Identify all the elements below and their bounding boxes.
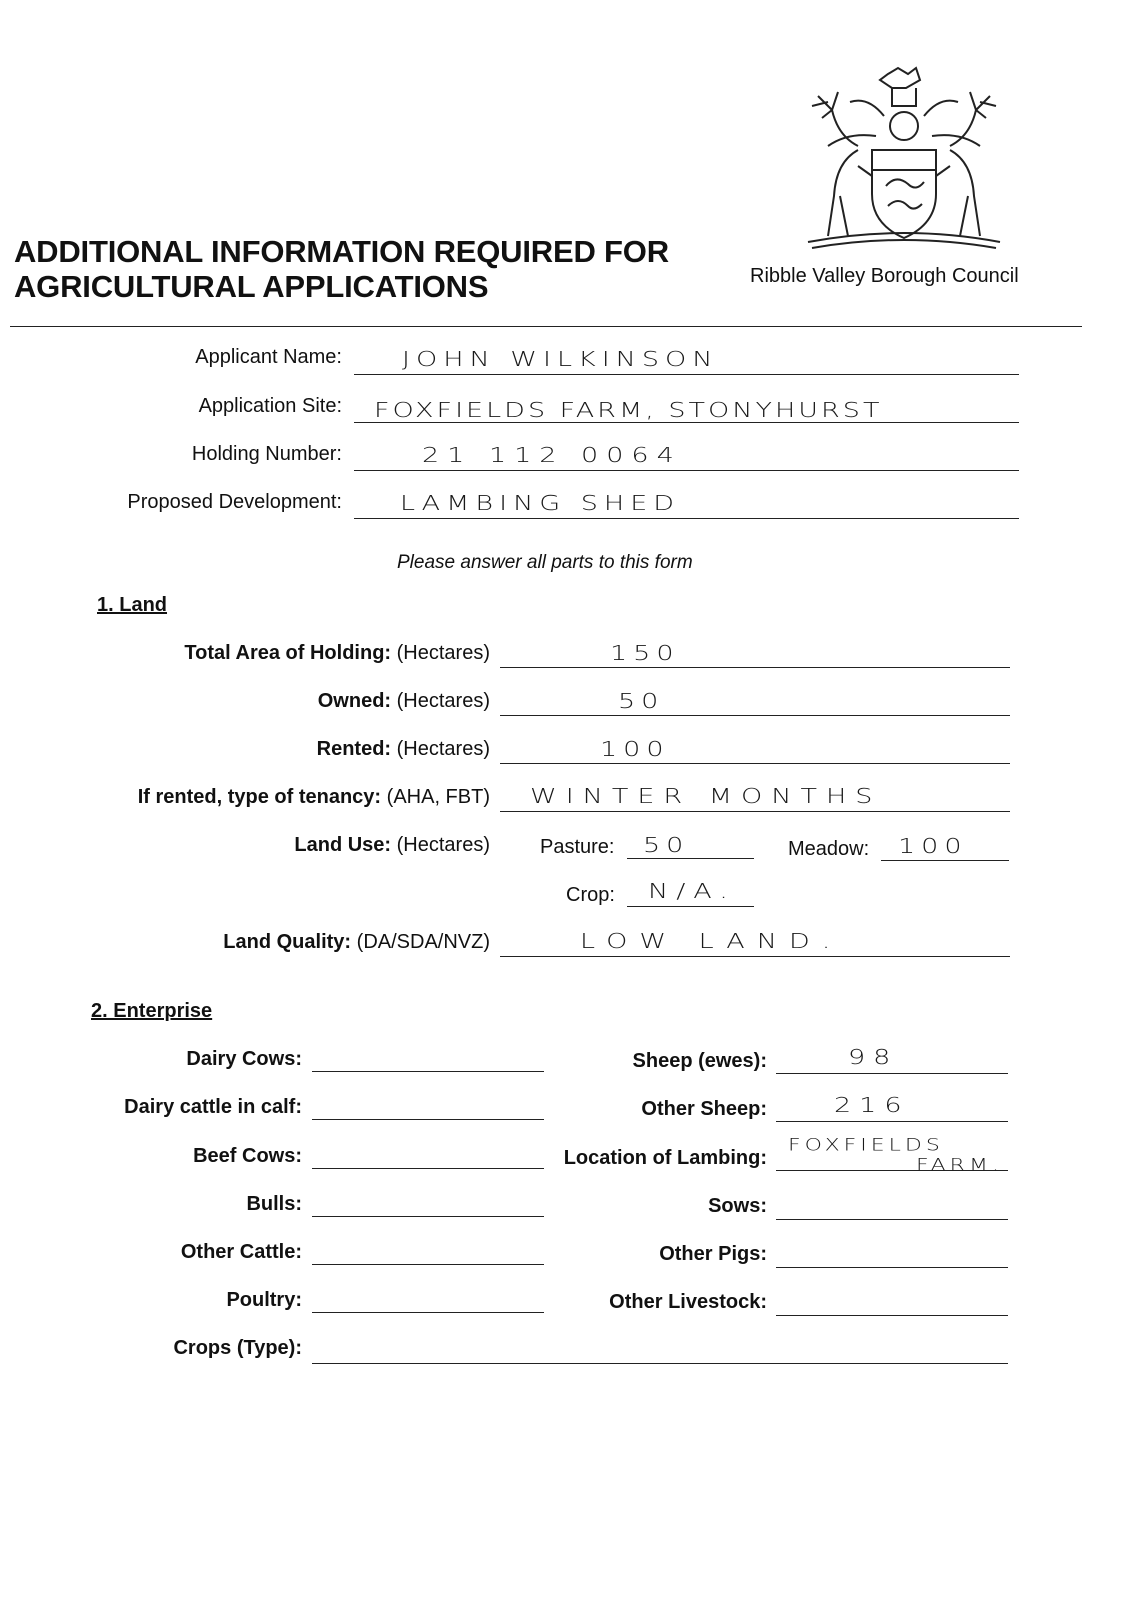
total-area-field[interactable] <box>500 667 1010 668</box>
form-title <box>14 234 669 304</box>
form-instruction: Please answer all parts to this form <box>397 552 693 573</box>
applicant-name-field[interactable] <box>354 374 1019 375</box>
crop-value: N/A. <box>648 879 736 903</box>
dairy-cattle-in-calf-field[interactable] <box>312 1119 544 1120</box>
location-of-lambing-value-line-2: FARM. <box>916 1156 1003 1175</box>
owned-label: Owned: (Hectares) <box>317 690 490 712</box>
beef-cows-label: Beef Cows: <box>193 1145 302 1167</box>
rented-label: Rented: (Hectares) <box>316 738 490 760</box>
total-area-value: 150 <box>610 641 680 665</box>
holding-number-field[interactable] <box>354 470 1019 471</box>
sheep-ewes-value: 98 <box>848 1045 899 1069</box>
other-sheep-field[interactable] <box>776 1121 1008 1122</box>
land-quality-label: Land Quality: (DA/SDA/NVZ) <box>223 931 490 953</box>
application-site-field[interactable] <box>354 422 1019 423</box>
other-pigs-label: Other Pigs: <box>659 1243 767 1265</box>
other-livestock-label: Other Livestock: <box>609 1291 767 1313</box>
dairy-cows-label: Dairy Cows: <box>186 1048 302 1070</box>
applicant-name-value: JOHN WILKINSON <box>402 347 719 371</box>
land-use-label: Land Use: (Hectares) <box>294 834 490 856</box>
other-pigs-field[interactable] <box>776 1267 1008 1268</box>
bulls-field[interactable] <box>312 1216 544 1217</box>
crop-label: Crop: <box>566 884 615 906</box>
land-quality-value: LOW LAND. <box>580 929 843 953</box>
crop-field[interactable] <box>627 906 754 907</box>
proposed-development-field[interactable] <box>354 518 1019 519</box>
location-of-lambing-label: Location of Lambing: <box>563 1147 767 1169</box>
other-sheep-value: 216 <box>834 1093 910 1117</box>
rented-field[interactable] <box>500 763 1010 764</box>
proposed-development-value: LAMBING SHED <box>400 491 681 515</box>
bulls-label: Bulls: <box>246 1193 302 1215</box>
header-divider <box>10 326 1082 327</box>
other-livestock-field[interactable] <box>776 1315 1008 1316</box>
section-land-heading: 1. Land <box>97 594 168 616</box>
holding-number-label: Holding Number: <box>191 443 342 465</box>
rented-value: 100 <box>600 737 670 761</box>
form-title-line-2: AGRICULTURAL APPLICATIONS <box>14 269 489 304</box>
owned-value: 50 <box>618 689 665 713</box>
land-quality-field[interactable] <box>500 956 1010 957</box>
other-cattle-field[interactable] <box>312 1264 544 1265</box>
sows-label: Sows: <box>708 1195 767 1217</box>
pasture-value: 50 <box>643 833 690 857</box>
owned-field[interactable] <box>500 715 1010 716</box>
poultry-label: Poultry: <box>226 1289 302 1311</box>
tenancy-type-value: WINTER MONTHS <box>530 784 882 808</box>
total-area-label: Total Area of Holding: (Hectares) <box>184 642 490 664</box>
poultry-field[interactable] <box>312 1312 544 1313</box>
council-coat-of-arms-icon <box>788 66 1018 256</box>
tenancy-type-field[interactable] <box>500 811 1010 812</box>
other-sheep-label: Other Sheep: <box>641 1098 767 1120</box>
location-of-lambing-value-line-1: FOXFIELDS <box>788 1136 944 1155</box>
beef-cows-field[interactable] <box>312 1168 544 1169</box>
section-enterprise-heading: 2. Enterprise <box>91 1000 213 1022</box>
crops-type-label: Crops (Type): <box>173 1337 302 1359</box>
holding-number-value: 21 112 0064 <box>422 443 682 467</box>
sheep-ewes-field[interactable] <box>776 1073 1008 1074</box>
crops-type-field[interactable] <box>312 1363 1008 1364</box>
meadow-value: 100 <box>898 834 968 858</box>
pasture-label: Pasture: <box>540 836 615 858</box>
council-name: Ribble Valley Borough Council <box>750 265 1019 287</box>
dairy-cows-field[interactable] <box>312 1071 544 1072</box>
meadow-field[interactable] <box>881 860 1009 861</box>
sheep-ewes-label: Sheep (ewes): <box>632 1050 767 1072</box>
proposed-development-label: Proposed Development: <box>127 491 342 513</box>
form-title-line-1: ADDITIONAL INFORMATION REQUIRED FOR <box>14 234 669 269</box>
application-site-value: FOXFIELDS FARM, STONYHURST <box>374 398 883 422</box>
meadow-label: Meadow: <box>788 838 870 860</box>
tenancy-type-label: If rented, type of tenancy: (AHA, FBT) <box>137 786 490 808</box>
application-site-label: Application Site: <box>198 395 342 417</box>
applicant-name-label: Applicant Name: <box>195 346 342 368</box>
pasture-field[interactable] <box>627 858 754 859</box>
sows-field[interactable] <box>776 1219 1008 1220</box>
dairy-cattle-in-calf-label: Dairy cattle in calf: <box>124 1096 302 1118</box>
other-cattle-label: Other Cattle: <box>180 1241 302 1263</box>
